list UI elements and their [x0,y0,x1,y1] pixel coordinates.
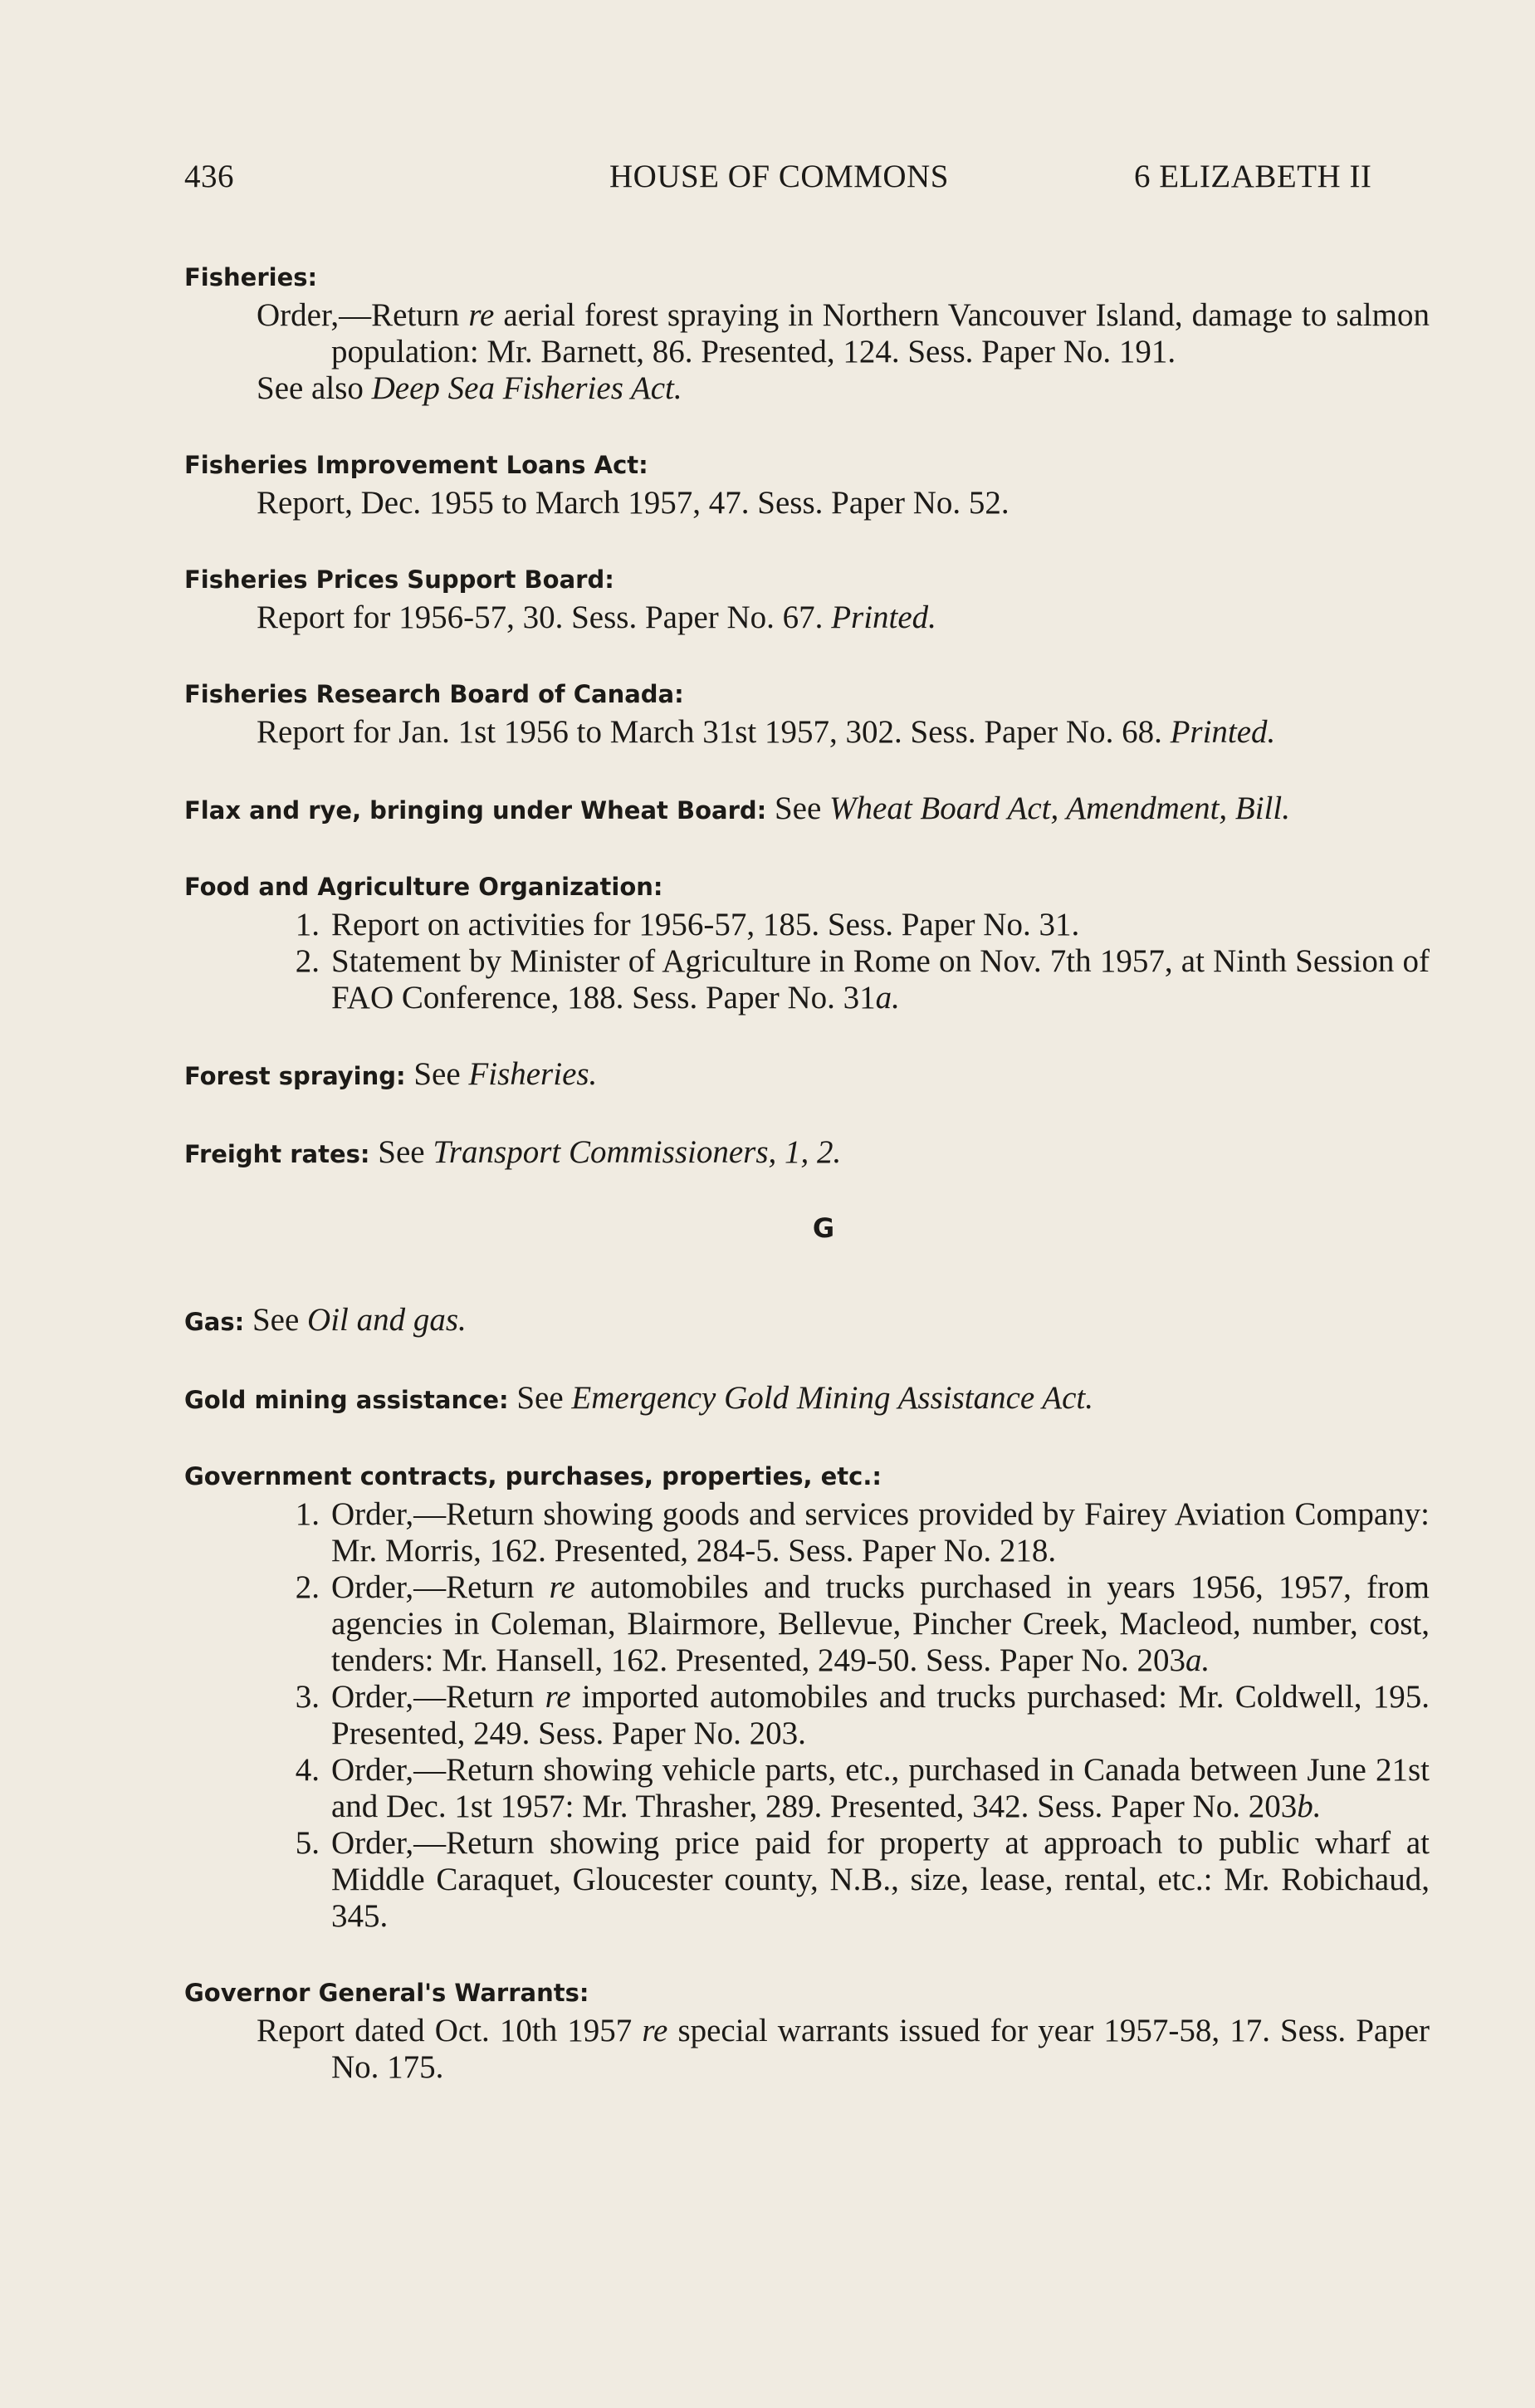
list-item: 1. Order,—Return showing goods and services provided by Fairey Aviation Company: Mr. Morris, 162. Presented, 284-5. Sess. Paper No. 218. [295,1496,1430,1569]
cross-reference: Deep Sea Fisheries Act. [371,370,682,406]
list-item: 5. Order,—Return showing price paid for property at approach to public wharf at Middle Caraquet, Gloucester county, N.B., size, lease, rental, etc.: Mr. Robichaud, 345. [295,1825,1430,1934]
entry-flax-rye [184,790,1430,829]
entry-gas [184,1302,1430,1340]
entry-heading: Governor General's Warrants: [184,1979,589,2007]
list-item: 3. Order,—Return re imported automobiles and trucks purchased: Mr. Coldwell, 195. Presented, 249. Sess. Paper No. 203. [295,1679,1430,1751]
entry-heading: Fisheries Improvement Loans Act: [184,451,648,479]
cross-reference: Fisheries. [468,1056,598,1092]
reign-label: 6 ELIZABETH II [1134,159,1372,194]
entry-prices-support [184,561,1430,636]
index-content [184,259,1430,2126]
entry-heading: Fisheries Research Board of Canada: [184,680,684,708]
list-item: 4. Order,—Return showing vehicle parts, etc., purchased in Canada between June 21st and Dec. 1st 1957: Mr. Thrasher, 289. Presented, 342. Sess. Paper No. 203b. [295,1752,1430,1824]
entry-heading: Fisheries Prices Support Board: [184,565,614,594]
entry-governor-general-warrants [184,1975,1430,2086]
entry-heading: Flax and rye, bringing under Wheat Board: See Wheat Board Act, Amendment, Bill. [184,790,1290,826]
entry-forest-spraying [184,1056,1430,1094]
entry-fao [184,869,1430,1016]
running-title: HOUSE OF COMMONS [609,159,949,194]
list-item: 1. Report on activities for 1956-57, 185. Sess. Paper No. 31. [295,907,1080,942]
cross-reference: Transport Commissioners, 1, 2. [433,1134,842,1170]
entry-line: Report for 1956-57, 30. Sess. Paper No. 67. Printed. [257,600,936,635]
entry-heading: Government contracts, purchases, properties, etc.: [184,1462,882,1490]
entry-freight-rates [184,1134,1430,1172]
cross-reference: Wheat Board Act, Amendment, Bill. [829,790,1290,826]
entry-heading: Gold mining assistance: See Emergency Gold Mining Assistance Act. [184,1380,1093,1416]
entry-heading: Gas: See Oil and gas. [184,1302,467,1338]
cross-reference: Emergency Gold Mining Assistance Act. [571,1380,1093,1416]
entry-heading: Forest spraying: See Fisheries. [184,1056,598,1092]
entry-government-contracts [184,1458,1430,1935]
entry-fisheries [184,259,1430,407]
entry-research-board [184,676,1430,751]
list-item: 2. Order,—Return re automobiles and trucks purchased in years 1956, 1957, from agencies in Coleman, Blairmore, Bellevue, Pincher Creek, Macleod, number, cost, tenders: Mr. Hansell, 162. Presented, 249-50. Sess. Paper No. 203a. [295,1569,1430,1678]
entry-heading: Food and Agriculture Organization: [184,873,663,901]
section-letter: G [812,1212,835,1244]
entry-gold-mining [184,1380,1430,1418]
entry-line: See also Deep Sea Fisheries Act. [257,370,682,406]
cross-reference: Oil and gas. [307,1302,467,1338]
entry-line: Order,—Return re aerial forest spraying in Northern Vancouver Island, damage to salmon population: Mr. Barnett, 86. Presented, 124. Sess. Paper No. 191. [257,297,1430,370]
page-number: 436 [184,159,234,194]
list-item: 2. Statement by Minister of Agriculture in Rome on Nov. 7th 1957, at Ninth Session of FAO Conference, 188. Sess. Paper No. 31a. [295,943,1430,1016]
entry-heading: Fisheries: [184,263,318,291]
entry-improvement-loans [184,447,1430,521]
entry-line: Report for Jan. 1st 1956 to March 31st 1957, 302. Sess. Paper No. 68. Printed. [257,714,1276,750]
entry-heading: Freight rates: See Transport Commissioners, 1, 2. [184,1134,842,1170]
entry-line: Report, Dec. 1955 to March 1957, 47. Sess. Paper No. 52. [257,485,1009,521]
entry-line: Report dated Oct. 10th 1957 re special warrants issued for year 1957-58, 17. Sess. Paper No. 175. [257,2013,1430,2085]
